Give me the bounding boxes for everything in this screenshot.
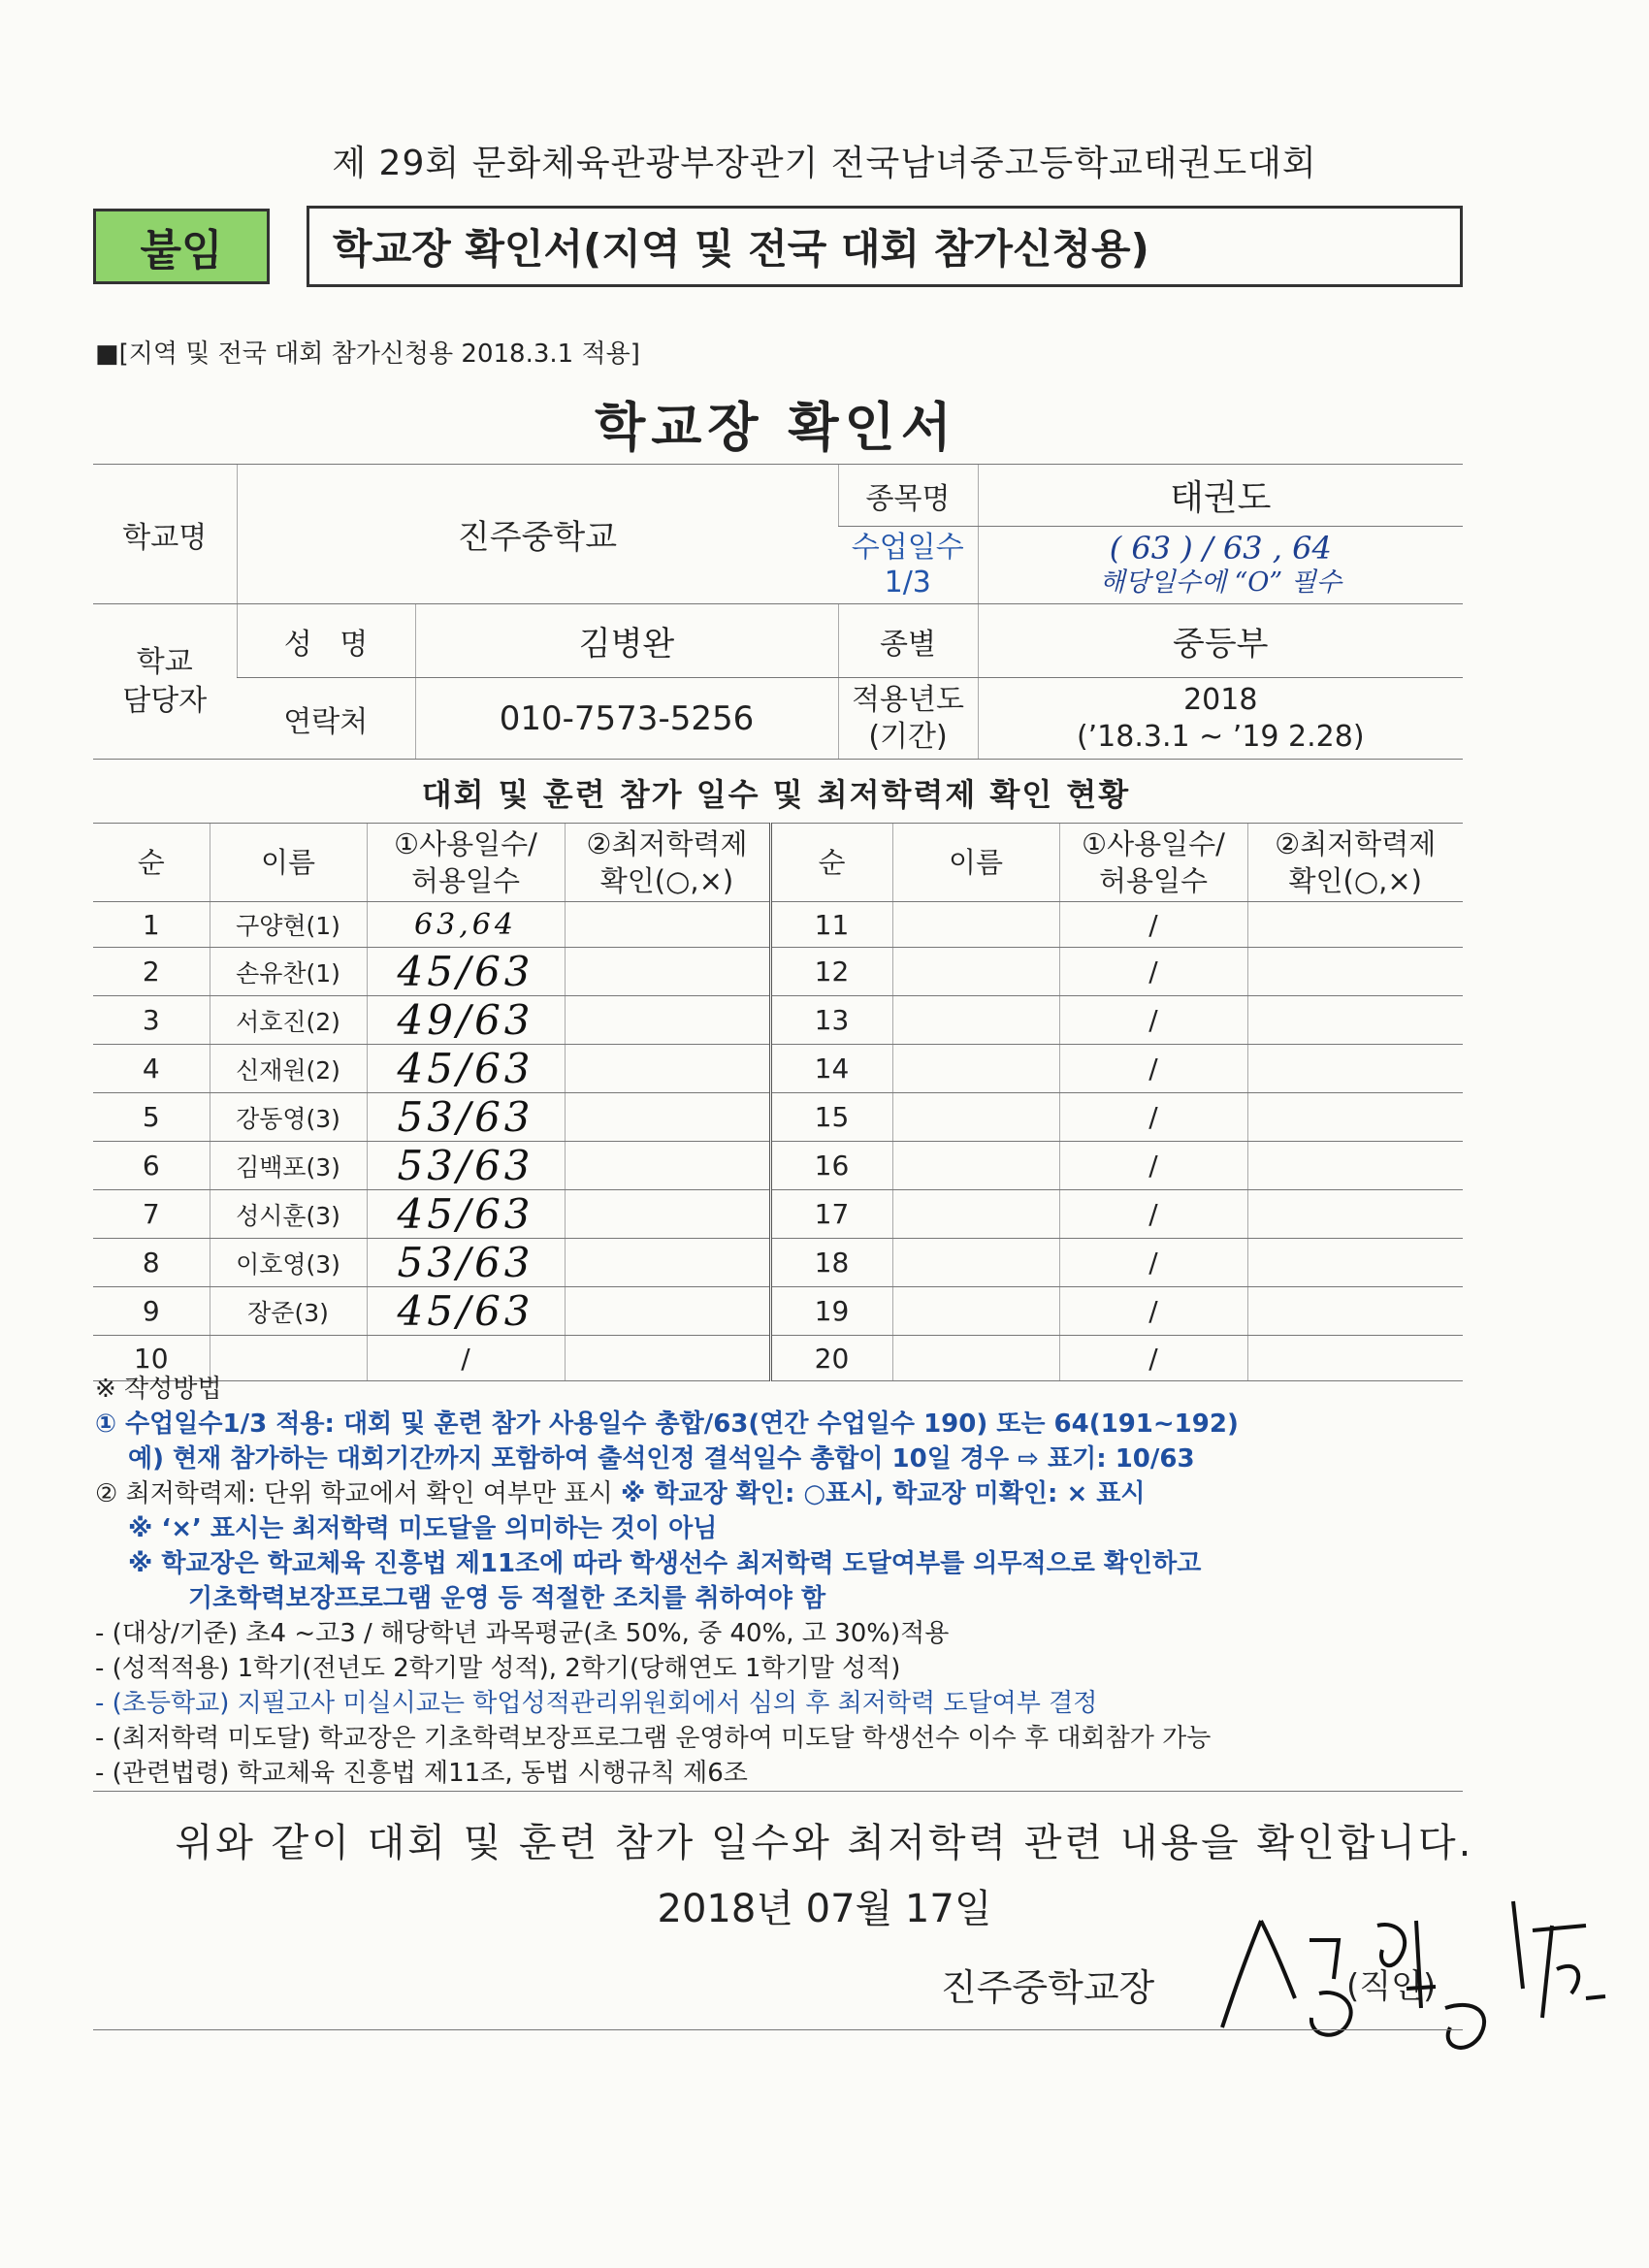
row-no: 1 — [93, 902, 210, 948]
form-header-box: 학교장 확인서(지역 및 전국 대회 참가신청용) — [307, 206, 1463, 287]
row-name: 손유찬(1) — [210, 948, 367, 996]
row-name — [892, 1093, 1059, 1142]
table-row — [93, 902, 1463, 948]
row-no: 7 — [93, 1190, 210, 1239]
row-name — [892, 1239, 1059, 1287]
row-no: 6 — [93, 1142, 210, 1190]
row-name: 장준(3) — [210, 1287, 367, 1336]
col-check-right — [1247, 824, 1463, 902]
note-7: - (초등학교) 지필고사 미실시교는 학업성적관리위원회에서 심의 후 최저학력 도달여부 결정 — [95, 1689, 1098, 1718]
year-label — [838, 678, 978, 760]
note-2 — [95, 1476, 1472, 1511]
contest-title: 제 29회 문화체육관광부장관기 전국남녀중고등학교태권도대회 — [332, 144, 1317, 183]
table-row — [93, 948, 1463, 996]
note-3: ※ ‘×’ 표시는 최저학력 미도달을 의미하는 것이 아님 — [128, 1514, 718, 1543]
row-days: 45/63 — [367, 1287, 565, 1336]
school-label: 학교명 — [93, 465, 237, 604]
row-no: 11 — [770, 902, 892, 948]
row-no: 18 — [770, 1239, 892, 1287]
row-check — [565, 1093, 770, 1142]
name-value: 김병완 — [415, 604, 838, 678]
contact-label — [93, 604, 237, 760]
row-name: 성시훈(3) — [210, 1190, 367, 1239]
row-days: 53/63 — [367, 1239, 565, 1287]
note-5: - (대상/기준) 초4 ~고3 / 해당학년 과목평균(초 50%, 중 40%, 고 30%)적용 — [95, 1619, 950, 1648]
document-title: 학교장 확인서 — [595, 397, 957, 458]
school-info-table — [93, 464, 1463, 760]
confirmation-statement: 위와 같이 대회 및 훈련 참가 일수와 최저학력 관련 내용을 확인합니다. — [175, 1821, 1474, 1865]
row-no: 8 — [93, 1239, 210, 1287]
row-no: 13 — [770, 996, 892, 1045]
row-days: / — [367, 1336, 565, 1381]
row-check — [1247, 902, 1463, 948]
note-6: - (성적적용) 1학기(전년도 2학기말 성적), 2학기(당해연도 1학기말 성적) — [95, 1654, 901, 1683]
row-no: 14 — [770, 1045, 892, 1093]
year-label-line2: (기간) — [868, 719, 948, 754]
row-name — [892, 1190, 1059, 1239]
row-no: 12 — [770, 948, 892, 996]
col-check-right-line1: ②최저학력제 — [1275, 827, 1437, 860]
row-name — [892, 902, 1059, 948]
row-check — [1247, 1093, 1463, 1142]
row-no: 19 — [770, 1287, 892, 1336]
note-4b: 기초학력보장프로그램 운영 등 적절한 조치를 취하여야 함 — [188, 1584, 826, 1613]
form-note: ■[지역 및 전국 대회 참가신청용 2018.3.1 적용] — [95, 340, 640, 369]
col-days-right — [1059, 824, 1247, 902]
row-name — [892, 996, 1059, 1045]
row-days: 45/63 — [367, 1045, 565, 1093]
notes-heading: ※ 작성방법 — [95, 1375, 222, 1404]
class-days-value: ( 63 ) / 63 , 64 — [1109, 529, 1332, 567]
row-check — [565, 902, 770, 948]
class-days-label-line2: 1/3 — [884, 565, 931, 599]
row-no: 4 — [93, 1045, 210, 1093]
row-check — [565, 996, 770, 1045]
row-check — [565, 1190, 770, 1239]
row-days: / — [1059, 1287, 1247, 1336]
section-title: 대회 및 훈련 참가 일수 및 최저학력제 확인 현황 — [421, 776, 1131, 813]
row-name — [892, 948, 1059, 996]
row-name: 서호진(2) — [210, 996, 367, 1045]
row-check — [1247, 1045, 1463, 1093]
phone-value: 010-7573-5256 — [415, 678, 838, 760]
col-days-right-line2: 허용일수 — [1098, 864, 1209, 897]
row-check — [1247, 1142, 1463, 1190]
note-8: - (최저학력 미도달) 학교장은 기초학력보장프로그램 운영하여 미도달 학생선수 이수 후 대회참가 가능 — [95, 1724, 1212, 1753]
category-value: 중등부 — [978, 604, 1463, 678]
official-seal-label: (직인) — [1346, 1967, 1437, 2006]
row-name: 김백포(3) — [210, 1142, 367, 1190]
school-value: 진주중학교 — [237, 465, 838, 604]
note-9: - (관련법령) 학교체육 진흥법 제11조, 동법 시행규칙 제6조 — [95, 1759, 748, 1788]
table-row — [93, 1287, 1463, 1336]
contact-label-line1: 학교 — [136, 644, 193, 679]
class-days-label-line1: 수업일수 — [851, 530, 964, 565]
col-check-line1: ②최저학력제 — [586, 827, 748, 860]
row-days: / — [1059, 948, 1247, 996]
row-no: 15 — [770, 1093, 892, 1142]
row-days: / — [1059, 1239, 1247, 1287]
principal-title: 진주중학교장 — [941, 1966, 1155, 2009]
table-row — [93, 996, 1463, 1045]
phone-label: 연락처 — [237, 678, 415, 760]
row-check — [565, 1142, 770, 1190]
row-no: 20 — [770, 1336, 892, 1381]
col-days — [367, 824, 565, 902]
row-days: 53/63 — [367, 1142, 565, 1190]
row-check — [1247, 1239, 1463, 1287]
row-days: / — [1059, 1045, 1247, 1093]
row-name — [892, 1287, 1059, 1336]
contact-label-line2: 담당자 — [122, 683, 208, 718]
col-days-line1: ①사용일수/ — [394, 827, 537, 860]
row-no: 17 — [770, 1190, 892, 1239]
table-row — [93, 1045, 1463, 1093]
note-1b: 예) 현재 참가하는 대회기간까지 포함하여 출석인정 결석일수 총합이 10일 경우 ⇨ 표기: 10/63 — [128, 1444, 1195, 1474]
row-check — [565, 1287, 770, 1336]
row-no: 3 — [93, 996, 210, 1045]
divider — [93, 1791, 1463, 1792]
row-days: 45/63 — [367, 1190, 565, 1239]
row-no: 2 — [93, 948, 210, 996]
table-header-row — [93, 824, 1463, 902]
row-name — [892, 1142, 1059, 1190]
row-check — [565, 948, 770, 996]
year-value — [978, 678, 1463, 760]
year-value-line1: 2018 — [1183, 682, 1258, 717]
year-label-line1: 적용년도 — [852, 682, 964, 717]
row-name: 강동영(3) — [210, 1093, 367, 1142]
principal-signature — [1203, 1882, 1610, 2076]
row-name — [892, 1045, 1059, 1093]
row-name: 신재원(2) — [210, 1045, 367, 1093]
sport-value: 태권도 — [978, 465, 1463, 527]
class-days-cell — [978, 527, 1463, 604]
col-name: 이름 — [210, 824, 367, 902]
row-name: 이호영(3) — [210, 1239, 367, 1287]
row-days: / — [1059, 1093, 1247, 1142]
row-days: / — [1059, 902, 1247, 948]
col-no-right: 순 — [770, 824, 892, 902]
col-check — [565, 824, 770, 902]
participation-table — [93, 823, 1463, 1381]
row-days: 49/63 — [367, 996, 565, 1045]
class-days-hint: 해당일수에 “O” 필수 — [1099, 567, 1342, 598]
col-no: 순 — [93, 824, 210, 902]
row-no: 9 — [93, 1287, 210, 1336]
category-label: 종별 — [838, 604, 978, 678]
row-no: 16 — [770, 1142, 892, 1190]
row-check — [1247, 948, 1463, 996]
row-no: 5 — [93, 1093, 210, 1142]
row-days: / — [1059, 1336, 1247, 1381]
note-2a: ② 최저학력제: 단위 학교에서 확인 여부만 표시 — [95, 1479, 613, 1508]
row-days: 63,64 — [367, 902, 565, 948]
row-days: / — [1059, 1142, 1247, 1190]
row-check — [565, 1239, 770, 1287]
bottom-divider — [93, 2029, 1463, 2030]
sport-label: 종목명 — [838, 465, 978, 527]
row-no: 10 — [93, 1336, 210, 1381]
class-days-label — [838, 527, 978, 604]
table-row — [93, 1093, 1463, 1142]
issue-date: 2018년 07월 17일 — [657, 1887, 992, 1931]
note-2b: ※ 학교장 확인: ○표시, 학교장 미확인: × 표시 — [621, 1479, 1146, 1508]
instructions — [95, 1372, 1472, 1791]
row-check — [1247, 996, 1463, 1045]
col-check-right-line2: 확인(○,×) — [1288, 864, 1422, 897]
note-4a: ※ 학교장은 학교체육 진흥법 제11조에 따라 학생선수 최저학력 도달여부를 의무적으로 확인하고 — [128, 1549, 1202, 1578]
year-value-line2: (’18.3.1 ~ ’19 2.28) — [1076, 719, 1365, 754]
col-days-right-line1: ①사용일수/ — [1082, 827, 1225, 860]
note-1a: ① 수업일수1/3 적용: 대회 및 훈련 참가 사용일수 총합/63(연간 수업일수 190) 또는 64(191~192) — [95, 1409, 1239, 1439]
name-label: 성 명 — [237, 604, 415, 678]
table-row — [93, 1190, 1463, 1239]
row-name: 구양현(1) — [210, 902, 367, 948]
row-days: 45/63 — [367, 948, 565, 996]
row-check — [1247, 1287, 1463, 1336]
table-row — [93, 1239, 1463, 1287]
row-days: / — [1059, 1190, 1247, 1239]
col-check-line2: 확인(○,×) — [599, 864, 734, 897]
col-name-right: 이름 — [892, 824, 1059, 902]
row-days: / — [1059, 996, 1247, 1045]
row-check — [1247, 1190, 1463, 1239]
appendix-badge: 붙임 — [93, 209, 270, 284]
row-check — [565, 1045, 770, 1093]
row-days: 53/63 — [367, 1093, 565, 1142]
table-row — [93, 1142, 1463, 1190]
col-days-line2: 허용일수 — [410, 864, 521, 897]
